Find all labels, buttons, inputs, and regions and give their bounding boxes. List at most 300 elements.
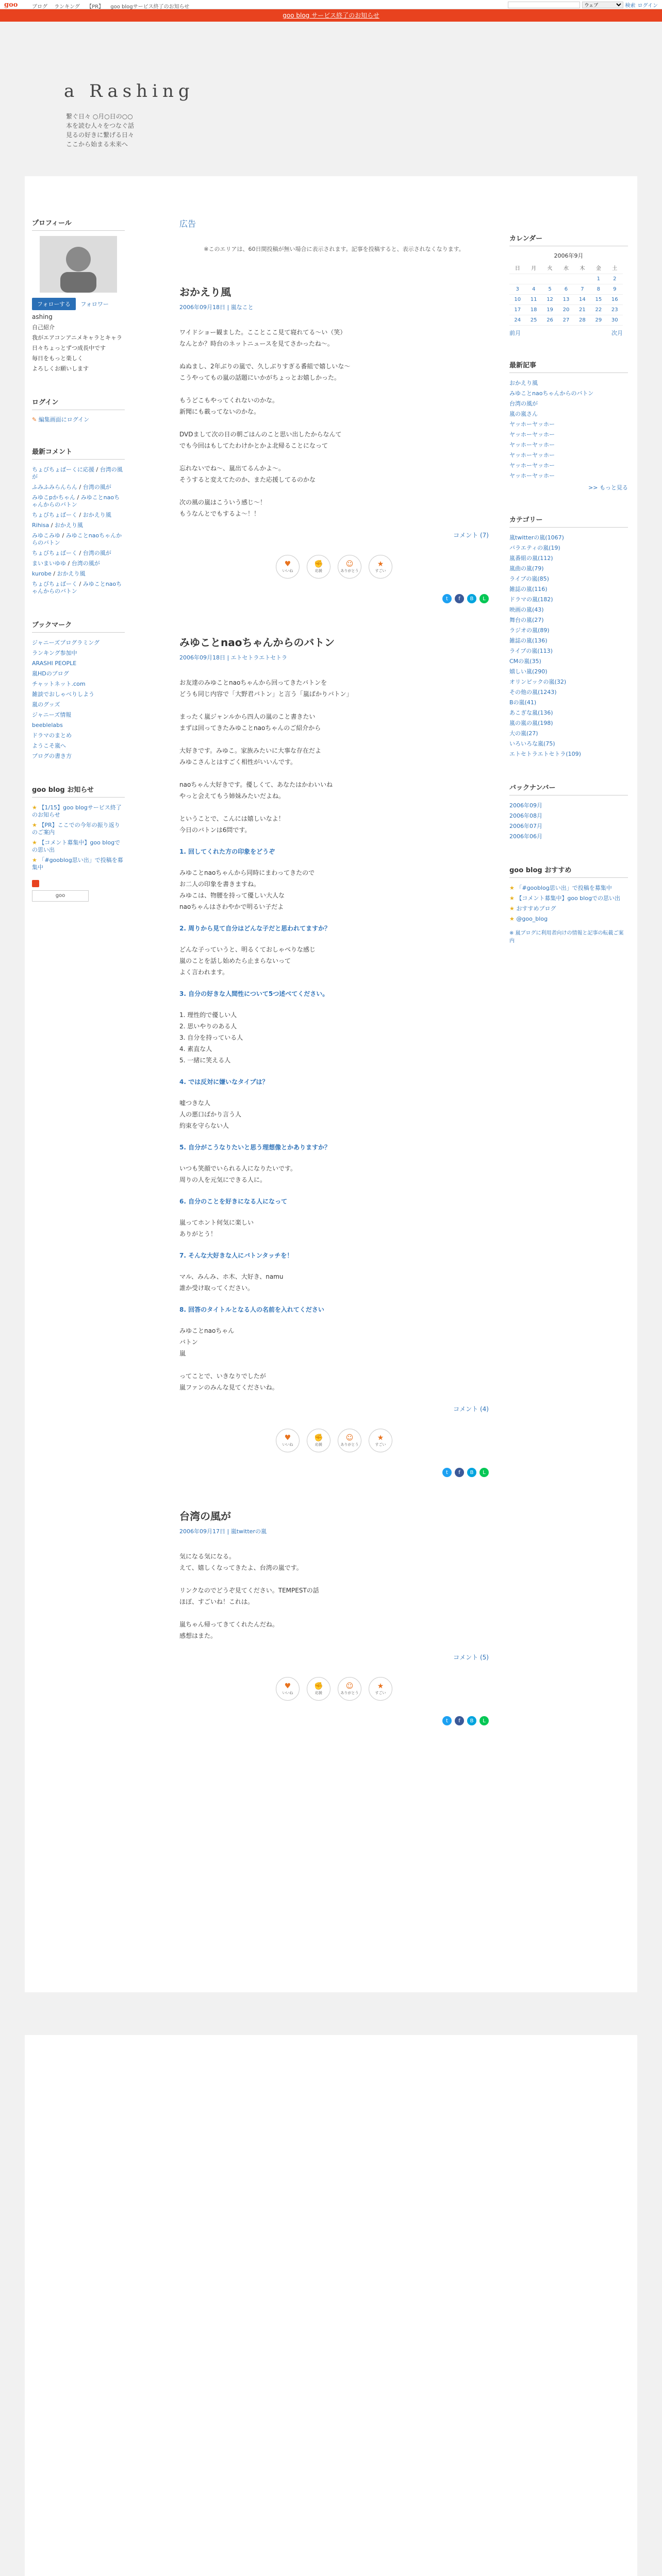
category-item-link[interactable]: 嵐twitterの嵐(1067)	[509, 534, 564, 541]
reaction-button[interactable]	[307, 555, 330, 579]
page-gap	[0, 1992, 662, 2035]
goo-logo[interactable]: goo	[4, 1, 18, 9]
goo-blog-banner[interactable]: goo	[32, 890, 89, 902]
category-item[interactable]	[509, 625, 628, 636]
reaction-label: 応援	[315, 1691, 322, 1695]
service-notice-bar	[0, 9, 662, 22]
calendar-day[interactable]: 10	[509, 295, 525, 305]
recent-posts-section	[509, 360, 628, 492]
twitter-icon[interactable]: t	[442, 594, 452, 603]
recent-post-item-link[interactable]: ヤッホーヤッホー	[509, 421, 555, 428]
recent-comment-item	[32, 531, 125, 548]
category-item[interactable]	[509, 584, 628, 595]
recent-post-item[interactable]	[509, 461, 628, 471]
recent-posts-list	[509, 378, 628, 481]
recent-comment-item	[32, 465, 125, 482]
goo-news-heading: goo blog お知らせ	[32, 784, 125, 798]
category-item[interactable]	[509, 646, 628, 656]
bookmark-item-link[interactable]: 嵐HDのブログ	[32, 670, 69, 677]
heart-icon: ♥	[284, 1682, 291, 1690]
reaction-label: 応援	[315, 1443, 322, 1447]
bookmark-item[interactable]	[32, 710, 125, 720]
category-item[interactable]	[509, 667, 628, 677]
article-question: 8. 回答のタイトルとなる人の名前を入れてください	[179, 1306, 324, 1313]
recent-post-item-link[interactable]: ヤッホーヤッホー	[509, 452, 555, 459]
line-icon[interactable]: L	[479, 1716, 489, 1725]
comment-link[interactable]: コメント (4)	[453, 1405, 489, 1413]
calendar-day[interactable]: 22	[590, 305, 606, 315]
facebook-icon[interactable]: f	[455, 594, 464, 603]
article-paragraph: 忘れないでね〜、嵐出てるんかよ〜。 そうすると変えてたのか、また応援してるのかな	[179, 465, 316, 483]
article-question: 2. 周りから見て自分はどんな子だと思われてますか？	[179, 925, 331, 932]
calendar-week	[509, 295, 623, 305]
bookmark-item[interactable]	[32, 700, 125, 710]
recommend-link[interactable]: 【コメント募集中】goo blogでの思い出	[516, 895, 621, 902]
calendar-weekday: 火	[542, 262, 558, 274]
category-item-link[interactable]: バラエティの嵐(19)	[509, 545, 560, 551]
category-item[interactable]	[509, 605, 628, 615]
recent-comment-article[interactable]: 台湾の風が	[32, 466, 123, 480]
recent-comment-article[interactable]: みゆことnaoちゃんからのバトン	[32, 581, 122, 595]
article-title[interactable]: 台湾の風が	[179, 1510, 231, 1522]
recent-comment-article[interactable]: おかえり風	[54, 522, 83, 529]
calendar-day[interactable]: 9	[607, 284, 623, 295]
category-item[interactable]	[509, 656, 628, 667]
category-item[interactable]	[509, 636, 628, 646]
goo-news-item	[32, 820, 125, 838]
calendar-day[interactable]: 21	[574, 305, 590, 315]
recommend-link[interactable]: 「#gooblog思い出」で投稿を募集中	[516, 885, 612, 891]
reaction-button[interactable]	[369, 1677, 392, 1701]
reaction-button[interactable]	[338, 1429, 361, 1452]
calendar-day[interactable]: 23	[607, 305, 623, 315]
article-list	[179, 284, 489, 1725]
calendar-day[interactable]: 12	[542, 295, 558, 305]
recent-post-item-link[interactable]: みゆことnaoちゃんからのバトン	[509, 390, 594, 397]
recent-post-item[interactable]	[509, 388, 628, 399]
login-link[interactable]: 編集画面にログイン	[38, 416, 90, 423]
category-heading: カテゴリー	[509, 514, 628, 528]
article-meta[interactable]: 2006年09月17日 | 嵐twitterの嵐	[179, 1528, 267, 1535]
calendar-prev-link[interactable]: 前月	[509, 330, 521, 336]
recent-comment-sep: /	[75, 494, 81, 501]
blog-desc-line: ここから始まる未来へ	[66, 141, 128, 148]
backnumber-section	[509, 782, 628, 842]
bookmark-item-link[interactable]: ドラマのまとめ	[32, 732, 72, 739]
category-item[interactable]	[509, 677, 628, 687]
profile-heading: プロフィール	[32, 217, 125, 231]
facebook-icon[interactable]: f	[455, 1716, 464, 1725]
category-item[interactable]	[509, 739, 628, 749]
topbar-link[interactable]: goo blogサービス終了のお知らせ	[110, 4, 190, 10]
article-answer: どんな子っていうと、明るくておしゃべりな感じ 嵐のことを話し始めたら止まらないって よく言われます。	[179, 946, 316, 976]
profile-about-line: 我がエアコンアニメキャラとキャラ	[32, 334, 122, 341]
recent-comment-author[interactable]: ちょびちょばーく	[32, 550, 77, 556]
star-icon: ★	[377, 560, 384, 568]
recent-post-item[interactable]	[509, 471, 628, 481]
category-item-link[interactable]: 嵐番組の嵐(112)	[509, 555, 553, 562]
category-item-link[interactable]: CMの嵐(35)	[509, 658, 541, 665]
bookmark-item-link[interactable]: ジャニーズプログラミング	[32, 639, 100, 646]
category-item-link[interactable]: その他の嵐(1243)	[509, 689, 557, 696]
category-item[interactable]	[509, 553, 628, 564]
calendar-day[interactable]: 18	[525, 305, 541, 315]
goo-news-link[interactable]: 【1/15】goo blogサービス終了のお知らせ	[32, 804, 122, 818]
recent-comment-author[interactable]: まいまいゆゆ	[32, 560, 66, 567]
fist-icon: ✊	[314, 1682, 323, 1690]
category-item-link[interactable]: 雑誌の嵐(116)	[509, 586, 548, 592]
bookmark-heading: ブックマーク	[32, 619, 125, 633]
bookmark-item-link[interactable]: ジャニーズ情報	[32, 711, 72, 718]
heart-icon: ♥	[284, 560, 291, 568]
article-paragraph: 嵐ちゃん帰ってきてくれたんだね。 感想はまた。	[179, 1621, 279, 1639]
category-item-link[interactable]: オリンピックの嵐(32)	[509, 679, 567, 685]
recent-comment-article[interactable]: みゆことnaoちゃんからのバトン	[32, 494, 120, 508]
bookmark-item[interactable]	[32, 741, 125, 751]
category-item[interactable]	[509, 615, 628, 625]
star-icon: ★	[32, 857, 39, 863]
recommend-item	[509, 914, 628, 924]
profile-name: ashing	[32, 313, 53, 320]
calendar-week	[509, 284, 623, 295]
ad-note: ※このエリアは、60日間投稿が無い場合に表示されます。記事を投稿すると、表示されなくなります。	[204, 246, 465, 252]
category-item-link[interactable]: エトセトラエトセトラ(109)	[509, 751, 581, 757]
category-item[interactable]	[509, 728, 628, 739]
article-answer: 嵐ってホント何気に楽しい ありがとう！	[179, 1219, 254, 1238]
hatena-icon[interactable]: B	[467, 1716, 476, 1725]
fist-icon: ✊	[314, 560, 323, 568]
follow-button[interactable]: フォローする	[32, 298, 76, 310]
recent-comment-item	[32, 548, 125, 558]
goo-blog-badge[interactable]	[32, 880, 125, 902]
follower-link[interactable]: フォロワー	[80, 301, 109, 308]
calendar-weekday: 木	[574, 262, 590, 274]
article-paragraph: ということで、こんには嬉しいなよ！ 今日のバトンは6問です。	[179, 815, 285, 834]
recent-posts-more	[509, 483, 628, 492]
login-row	[32, 415, 125, 423]
recent-post-item-link[interactable]: おかえり風	[509, 380, 538, 386]
line-icon[interactable]: L	[479, 1468, 489, 1477]
recent-post-item[interactable]	[509, 419, 628, 430]
article-paragraph: naoちゃん大好きです。優しくて、あなたはかわいいね やっと会えてもう姉妹みたいだよね。	[179, 781, 333, 800]
calendar-day[interactable]: 24	[509, 315, 525, 326]
article-paragraph: もうどこもやってくれないのかな。 新聞にも載ってないのかな。	[179, 397, 279, 415]
smile-icon: ☺	[345, 1682, 354, 1690]
recent-post-item[interactable]	[509, 430, 628, 440]
article-paragraph: お友達のみゆことnaoちゃんから回ってきたバトンを どうも同じ内容で「大野君バトン」と言う「嵐ばかりバトン」	[179, 679, 353, 698]
calendar-day	[574, 274, 590, 284]
category-item-link[interactable]: ドラマの嵐(182)	[509, 596, 553, 603]
recent-post-item-link[interactable]: 台湾の風が	[509, 400, 538, 407]
heart-icon: ♥	[284, 1434, 291, 1442]
recent-comment-author[interactable]: みゆこみゆ	[32, 532, 60, 539]
bookmark-item-link[interactable]: ブログの書き方	[32, 753, 72, 759]
calendar-day[interactable]: 6	[558, 284, 574, 295]
article-paragraph: DVDまして次の日の朝ごはんのこと思い出したからなんて でも今回はもしてたわけかとかよ北帰ることになって	[179, 431, 342, 449]
recommend-link[interactable]: @goo_blog	[516, 916, 548, 922]
blog-article	[179, 1508, 489, 1725]
blog-desc-line: 本を読む人々をつなぐ話	[66, 122, 135, 129]
recent-comments-section	[32, 446, 125, 597]
recent-comment-author[interactable]: ちょびちょばーく	[32, 581, 77, 587]
recent-post-item-link[interactable]: 嵐の嵐さん	[509, 411, 538, 417]
login-section	[32, 397, 125, 423]
reaction-button[interactable]	[338, 555, 361, 579]
twitter-icon[interactable]: t	[442, 1468, 452, 1477]
calendar-day[interactable]: 2	[607, 274, 623, 284]
topbar-link[interactable]: ランキング	[54, 4, 80, 10]
bookmark-item[interactable]	[32, 669, 125, 679]
bookmark-item[interactable]	[32, 658, 125, 669]
bookmark-item-link[interactable]: チャットネット.com	[32, 681, 86, 687]
calendar-day[interactable]: 30	[607, 315, 623, 326]
recent-post-item[interactable]	[509, 440, 628, 450]
calendar-day[interactable]: 4	[525, 284, 541, 295]
category-item-link[interactable]: 嬉しい嵐(290)	[509, 668, 548, 675]
blog-desc-line: 繋ぐ日々 ○月○日の○○	[66, 113, 133, 120]
reaction-button[interactable]	[307, 1677, 330, 1701]
calendar-next-link[interactable]: 次月	[611, 330, 623, 336]
topbar-link[interactable]: ブログ	[32, 4, 47, 10]
recent-comment-item	[32, 493, 125, 510]
recent-comment-sep: /	[77, 550, 83, 556]
article-question: 6. 自分のことを好きになる人になって	[179, 1198, 288, 1205]
category-item-link[interactable]: 映画の嵐(43)	[509, 606, 544, 613]
recent-post-item[interactable]	[509, 409, 628, 419]
login-link[interactable]: ログイン	[637, 3, 658, 9]
blog-title[interactable]: a Rashing	[64, 81, 194, 101]
article-paragraph: リンクなのでどうぞ見てください。TEMPESTの話 ほぼ、すごいね！これは。	[179, 1587, 319, 1605]
backnumber-heading: バックナンバー	[509, 782, 628, 795]
bookmark-item-link[interactable]: 嵐のグッズ	[32, 701, 60, 708]
calendar-day[interactable]: 15	[590, 295, 606, 305]
recent-post-item[interactable]	[509, 378, 628, 388]
bookmark-item-link[interactable]: beeblelabs	[32, 722, 63, 728]
reaction-button[interactable]	[276, 1677, 300, 1701]
left-sidebar	[32, 217, 125, 924]
profile-about-line: 自己紹介	[32, 324, 55, 331]
recent-comment-author[interactable]: kurobe	[32, 570, 52, 577]
profile-avatar[interactable]	[40, 236, 117, 293]
recent-comment-article[interactable]: 台湾の風が	[71, 560, 100, 567]
more-link[interactable]: >> もっと見る	[588, 484, 628, 491]
recent-comment-article[interactable]: 台湾の風が	[82, 550, 111, 556]
topbar-links	[32, 2, 194, 10]
avatar-icon	[40, 236, 117, 293]
category-item[interactable]	[509, 574, 628, 584]
calendar-nav	[509, 329, 623, 337]
hatena-icon[interactable]: B	[467, 1468, 476, 1477]
bookmark-item[interactable]	[32, 720, 125, 731]
reaction-button[interactable]	[369, 1429, 392, 1452]
category-item[interactable]	[509, 533, 628, 543]
article-paragraph: 気になる気になる。 えて、嬉しくなってきたよ、台湾の嵐です。	[179, 1553, 303, 1571]
category-item[interactable]	[509, 543, 628, 553]
recommend-section	[509, 865, 628, 944]
recent-comment-article[interactable]: 台湾の風が	[82, 484, 111, 490]
reaction-button[interactable]	[338, 1677, 361, 1701]
recent-comment-author[interactable]: ちょびちょばーくに応援	[32, 466, 94, 473]
recent-post-item[interactable]	[509, 399, 628, 409]
bookmark-item[interactable]	[32, 648, 125, 658]
bookmark-item[interactable]	[32, 731, 125, 741]
calendar-day[interactable]: 19	[542, 305, 558, 315]
goo-news-link[interactable]: 「#gooblog思い出」で投稿を募集中	[32, 857, 123, 871]
recent-post-item-link[interactable]: ヤッホーヤッホー	[509, 472, 555, 479]
category-item-link[interactable]: 舞台の嵐(27)	[509, 617, 544, 623]
backnumber-item-link[interactable]: 2006年08月	[509, 812, 542, 819]
article-answer: 1. 理性的で優しい人 2. 思いやりのある人 3. 自分を持っている人 4. 素直な人 5. 一緒に笑える人	[179, 1011, 243, 1064]
article-paragraph: ぬぬまし、2年ぶりの嵐で、久しぶりすぎる番組で嬉しいな〜 こうやってもの嵐の話題にいかがちょっとお嬉しかった。	[179, 363, 351, 381]
backnumber-item[interactable]	[509, 801, 628, 811]
backnumber-item[interactable]	[509, 821, 628, 832]
calendar-day[interactable]: 29	[590, 315, 606, 326]
reaction-button[interactable]	[369, 555, 392, 579]
category-item[interactable]	[509, 749, 628, 759]
bookmark-item[interactable]	[32, 638, 125, 648]
recent-comment-item	[32, 579, 125, 597]
calendar-day[interactable]: 27	[558, 315, 574, 326]
backnumber-item[interactable]	[509, 811, 628, 821]
blog-desc-line: 見るの好きに繋げる日々	[66, 131, 135, 139]
article-question: 4. では反対に嫌いなタイプは？	[179, 1078, 269, 1086]
calendar-day	[509, 274, 525, 284]
calendar-day[interactable]: 16	[607, 295, 623, 305]
profile-about-line: 毎日をもっと楽しく	[32, 355, 83, 362]
service-notice-link[interactable]: goo blog サービス終了のお知らせ	[283, 12, 379, 19]
recent-comment-author[interactable]: ちょびちょばーく	[32, 512, 77, 518]
backnumber-item-link[interactable]: 2006年09月	[509, 802, 542, 809]
recent-comment-sep: /	[77, 512, 83, 518]
recent-comment-article[interactable]: みゆことnaoちゃんからのバトン	[32, 532, 122, 546]
category-item[interactable]	[509, 687, 628, 698]
backnumber-item-link[interactable]: 2006年07月	[509, 823, 542, 829]
category-item-link[interactable]: ライブの嵐(113)	[509, 648, 553, 654]
category-item[interactable]	[509, 718, 628, 728]
goo-news-section	[32, 784, 125, 902]
calendar-day[interactable]: 11	[525, 295, 541, 305]
reaction-button[interactable]	[276, 555, 300, 579]
category-item-link[interactable]: ラジオの嵐(89)	[509, 627, 550, 634]
blog-article	[179, 634, 489, 1477]
category-item-link[interactable]: 雑誌の嵐(136)	[509, 637, 548, 644]
recent-comment-author[interactable]: Rihisa	[32, 522, 49, 529]
topbar-link[interactable]: 【PR】	[87, 4, 104, 10]
calendar-day[interactable]: 3	[509, 284, 525, 295]
recent-post-item-link[interactable]: ヤッホーヤッホー	[509, 431, 555, 438]
reaction-buttons	[179, 555, 489, 579]
bookmark-item[interactable]	[32, 679, 125, 689]
article-meta[interactable]: 2006年09月18日 | 嵐なこと	[179, 304, 254, 311]
calendar-day[interactable]: 7	[574, 284, 590, 295]
article-question: 7. そんな大好きな人にバトンタッチを！	[179, 1252, 293, 1259]
article-title[interactable]: おかえり風	[179, 286, 231, 298]
bookmark-item-link[interactable]: 雑談でおしゃべりしよう	[32, 691, 94, 698]
reaction-buttons	[179, 1677, 489, 1701]
recommend-note[interactable]: ※ 嵐ブログに利用者向けの情報と記事の転載ご案内	[509, 930, 624, 944]
article-meta[interactable]: 2006年09月18日 | エトセトラエトセトラ	[179, 654, 288, 661]
calendar-day[interactable]: 8	[590, 284, 606, 295]
recent-comment-author[interactable]: ふみふみらんらん	[32, 484, 77, 490]
profile-about-line: よろしくお願いします	[32, 365, 89, 372]
category-section	[509, 514, 628, 759]
goo-news-link[interactable]: 【コメント募集中】goo blogでの思い出	[32, 839, 121, 853]
comment-link[interactable]: コメント (7)	[453, 532, 489, 539]
category-item-link[interactable]: 嵐の嵐の嵐(198)	[509, 720, 553, 726]
category-item[interactable]	[509, 564, 628, 574]
calendar-day[interactable]: 17	[509, 305, 525, 315]
goo-news-link[interactable]: 【PR】ここでの今年の振り返りのご案内	[32, 822, 120, 836]
article-body	[179, 1551, 489, 1641]
recent-comment-sep: /	[66, 560, 72, 567]
recent-comment-author[interactable]: みゆこpかちゃん	[32, 494, 75, 501]
search-scope-select[interactable]	[582, 2, 623, 8]
calendar-day[interactable]: 25	[525, 315, 541, 326]
category-item-link[interactable]: Bの嵐(41)	[509, 699, 537, 706]
reaction-label: ありがとう	[340, 1691, 359, 1695]
calendar-day[interactable]: 28	[574, 315, 590, 326]
category-item-link[interactable]: いろいろな嵐(75)	[509, 740, 555, 747]
facebook-icon[interactable]: f	[455, 1468, 464, 1477]
bookmark-item[interactable]	[32, 751, 125, 761]
recent-comment-item	[32, 482, 125, 493]
category-item[interactable]	[509, 698, 628, 708]
reaction-button[interactable]	[307, 1429, 330, 1452]
comment-link[interactable]: コメント (5)	[453, 1654, 489, 1661]
bookmark-item-link[interactable]: ARASHI PEOPLE	[32, 660, 77, 667]
recommend-heading: goo blog おすすめ	[509, 865, 628, 878]
recent-post-item-link[interactable]: ヤッホーヤッホー	[509, 462, 555, 469]
calendar-day[interactable]: 26	[542, 315, 558, 326]
twitter-icon[interactable]: t	[442, 1716, 452, 1725]
reaction-button[interactable]	[276, 1429, 300, 1452]
star-icon: ★	[509, 916, 517, 922]
follow-row	[32, 298, 125, 310]
category-item-link[interactable]: 大の嵐(27)	[509, 730, 538, 737]
calendar-day[interactable]: 13	[558, 295, 574, 305]
backnumber-list	[509, 801, 628, 842]
bookmark-item-link[interactable]: ランキング参加中	[32, 650, 77, 656]
category-item[interactable]	[509, 708, 628, 718]
category-item-link[interactable]: ライブの嵐(85)	[509, 575, 549, 582]
calendar-day[interactable]: 1	[590, 274, 606, 284]
bookmark-item[interactable]	[32, 689, 125, 700]
line-icon[interactable]: L	[479, 594, 489, 603]
bookmark-item-link[interactable]: ようこそ嵐へ	[32, 742, 66, 749]
category-item-link[interactable]: あこぎな嵐(136)	[509, 709, 553, 716]
hatena-icon[interactable]: B	[467, 594, 476, 603]
recent-post-item-link[interactable]: ヤッホーヤッホー	[509, 442, 555, 448]
calendar-day[interactable]: 14	[574, 295, 590, 305]
article-question: 1. 回してくれた方の印象をどうぞ	[179, 848, 275, 855]
backnumber-item[interactable]	[509, 832, 628, 842]
smile-icon: ☺	[345, 560, 354, 568]
category-item[interactable]	[509, 595, 628, 605]
search-button[interactable]: 検索	[625, 3, 636, 9]
article-question: 3. 自分の好きな人間性について5つ述べてください。	[179, 990, 329, 997]
article-title[interactable]: みゆことnaoちゃんからのバトン	[179, 636, 335, 649]
recent-comments-list	[32, 465, 125, 597]
recent-comment-article[interactable]: おかえり風	[57, 570, 86, 577]
search-input[interactable]	[508, 2, 580, 8]
recommend-link[interactable]: おすすめブログ	[516, 905, 556, 912]
calendar-day[interactable]: 20	[558, 305, 574, 315]
recent-comment-article[interactable]: おかえり風	[82, 512, 111, 518]
category-item-link[interactable]: 嵐曲の嵐(79)	[509, 565, 544, 572]
backnumber-item-link[interactable]: 2006年06月	[509, 833, 542, 840]
recent-post-item[interactable]	[509, 450, 628, 461]
calendar-day[interactable]: 5	[542, 284, 558, 295]
